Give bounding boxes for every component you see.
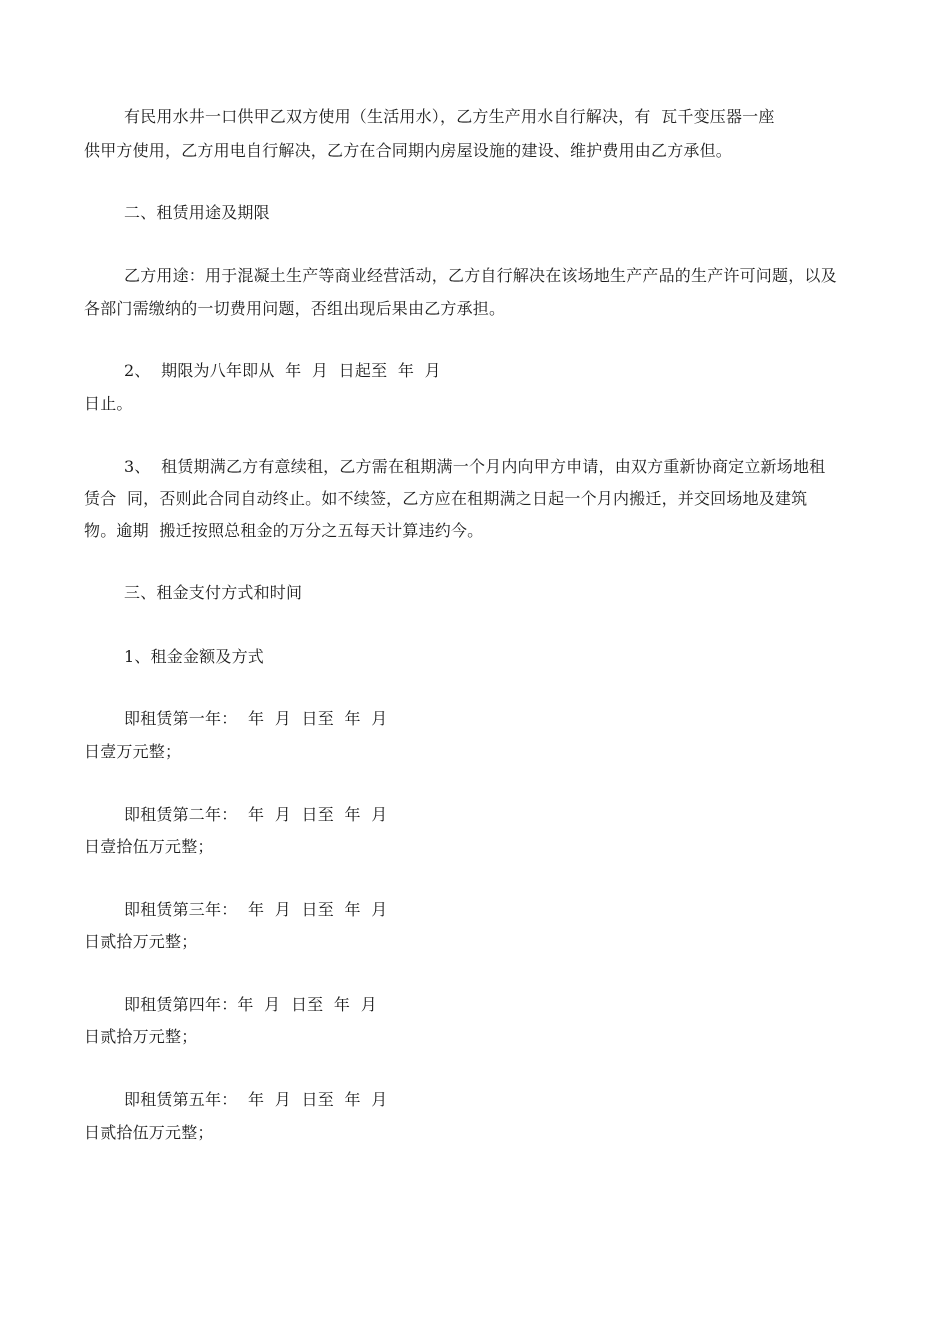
section-heading: 三、租金支付方式和时间 [124, 583, 303, 602]
subsection-heading: 1、租金金额及方式 [124, 647, 264, 666]
paragraph-line: 即租赁第四年：年 月 日至 年 月 [124, 995, 377, 1014]
paragraph-line: 即租赁第一年： 年 月 日至 年 月 [124, 709, 388, 728]
section-heading: 二、租赁用途及期限 [124, 203, 270, 222]
paragraph-line: 物。逾期 搬迁按照总租金的万分之五每天计算违约今。 [84, 521, 484, 540]
paragraph-line: 日贰拾伍万元整； [84, 1123, 214, 1142]
paragraph-line: 各部门需缴纳的一切费用问题，否组出现后果由乙方承担。 [84, 299, 506, 318]
paragraph-line: 3、 租赁期满乙方有意续租，乙方需在租期满一个月内向甲方申请，由双方重新协商定立新场地租 [124, 457, 826, 476]
paragraph-line: 乙方用途：用于混凝土生产等商业经营活动，乙方自行解决在该场地生产产品的生产许可问题，以及 [124, 266, 837, 285]
paragraph-line: 即租赁第二年： 年 月 日至 年 月 [124, 805, 388, 824]
paragraph-line: 赁合 同，否则此合同自动终止。如不续签，乙方应在租期满之日起一个月内搬迁，并交回场地及建筑 [84, 489, 808, 508]
paragraph-line: 日贰拾万元整； [84, 1027, 198, 1046]
paragraph-line: 日止。 [84, 394, 133, 413]
paragraph-line: 即租赁第五年： 年 月 日至 年 月 [124, 1090, 388, 1109]
paragraph-line: 2、 期限为八年即从 年 月 日起至 年 月 [124, 361, 441, 380]
paragraph-line: 有民用水井一口供甲乙双方使用（生活用水），乙方生产用水自行解决，有 瓦千变压器一座 [124, 107, 775, 126]
paragraph-line: 日壹拾伍万元整； [84, 837, 214, 856]
paragraph-line: 日贰拾万元整； [84, 932, 198, 951]
paragraph-line: 供甲方使用，乙方用电自行解决，乙方在合同期内房屋设施的建设、维护费用由乙方承但。 [84, 141, 733, 160]
paragraph-line: 即租赁第三年： 年 月 日至 年 月 [124, 900, 388, 919]
paragraph-line: 日壹万元整； [84, 742, 182, 761]
